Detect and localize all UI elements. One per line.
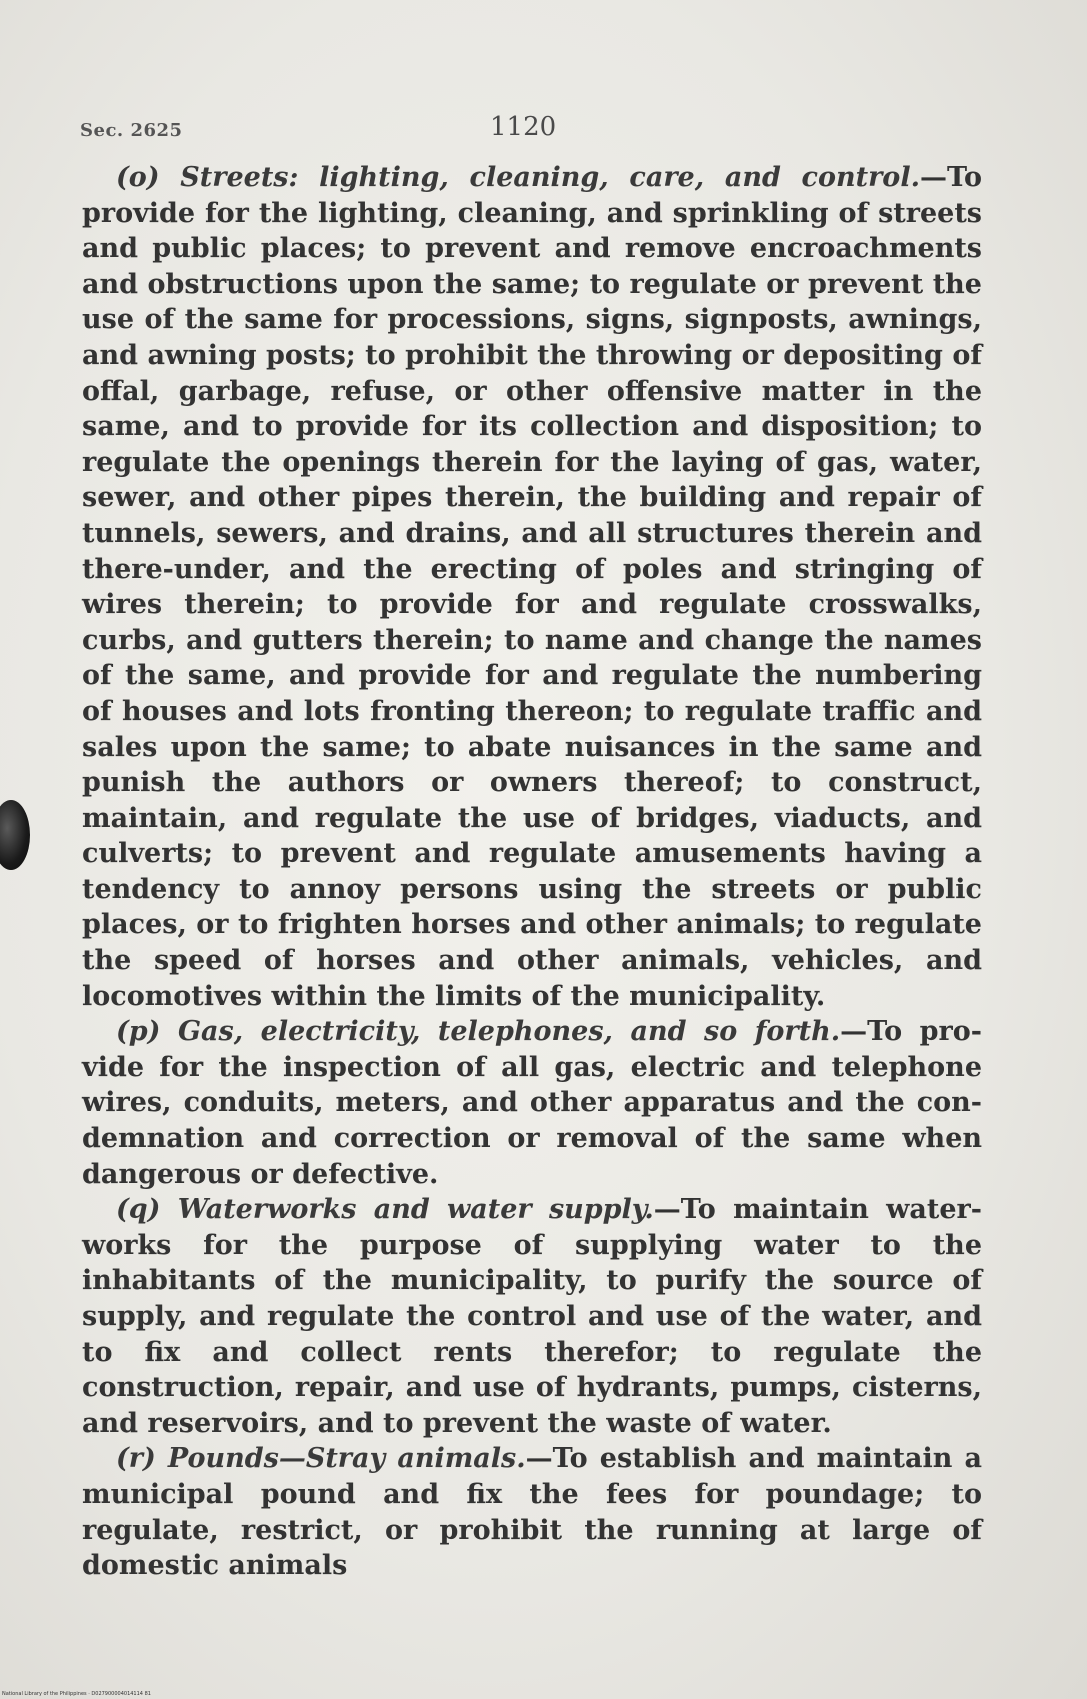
paragraph-text: —To pro-vide for the inspection of all gas, electric and telephone wires, conduits, meters, and other apparatus and the con-demnation and correction or removal of the same when dangerous or defective. — [82, 1016, 982, 1190]
paragraph-label: (r) — [116, 1443, 156, 1475]
page-header — [80, 112, 980, 152]
paragraph-heading: Streets: lighting, cleaning, care, and control. — [180, 162, 920, 193]
paragraph-heading: Pounds—Stray animals. — [167, 1443, 526, 1475]
ink-blot-decoration — [0, 800, 30, 870]
paragraph-q — [82, 1192, 982, 1441]
paragraph-heading: Waterworks and water supply. — [177, 1194, 654, 1226]
scan-footer: National Library of the Philippines · D027900004014114 81 — [2, 1691, 151, 1697]
paragraph-p — [82, 1014, 982, 1192]
paragraph-text: —To provide for the lighting, cleaning, and sprinkling of streets and public places; to prevent and remove encroachments and obstructions upon the same; to regulate or prevent the use of the same for processions, signs, signposts, awnings, and awning posts; to prohibit the throwing or depositing of offal, garbage, refuse, or other offensive matter in the same, and to provide for its collection and disposition; to regulate the openings therein for the laying of gas, water, sewer, and other pipes therein, the building and repair of tunnels, sewers, and drains, and all structures therein and there-under, and the erecting of poles and stringing of wires therein; to provide for and regulate crosswalks, curbs, and gutters therein; to name and change the names of the same, and provide for and regulate the numbering of houses and lots fronting thereon; to regulate traffic and sales upon the same; to abate nuisances in the same and punish the authors or owners thereof; to construct, maintain, and regulate the use of bridges, viaducts, and culverts; to prevent and regulate amusements having a tendency to annoy persons using the streets or public places, or to frighten horses and other animals; to regulate the speed of horses and other animals, vehicles, and locomotives within the limits of the municipality. — [82, 162, 982, 1012]
paragraph-text: —To establish and maintain a municipal pound and fix the fees for poundage; to regulate, restrict, or prohibit the running at large of domestic animals — [82, 1443, 982, 1582]
paragraph-r — [82, 1441, 982, 1583]
paragraph-text: —To maintain water-works for the purpose of supplying water to the inhabitants of the municipality, to purify the source of supply, and regulate the control and use of the water, and to fix and collect rents therefor; to regulate the construction, repair, and use of hydrants, pumps, cisterns, and reservoirs, and to prevent the waste of water. — [82, 1194, 982, 1439]
section-reference: Sec. 2625 — [80, 120, 183, 141]
paragraph-label: (o) — [116, 162, 160, 193]
paragraph-label: (p) — [116, 1016, 161, 1048]
paragraph-label: (q) — [116, 1194, 161, 1226]
paragraph-heading: Gas, electricity, telephones, and so forth. — [177, 1016, 841, 1048]
paragraph-o — [82, 160, 982, 1014]
page-number: 1120 — [490, 112, 557, 142]
page-body — [82, 160, 982, 1584]
